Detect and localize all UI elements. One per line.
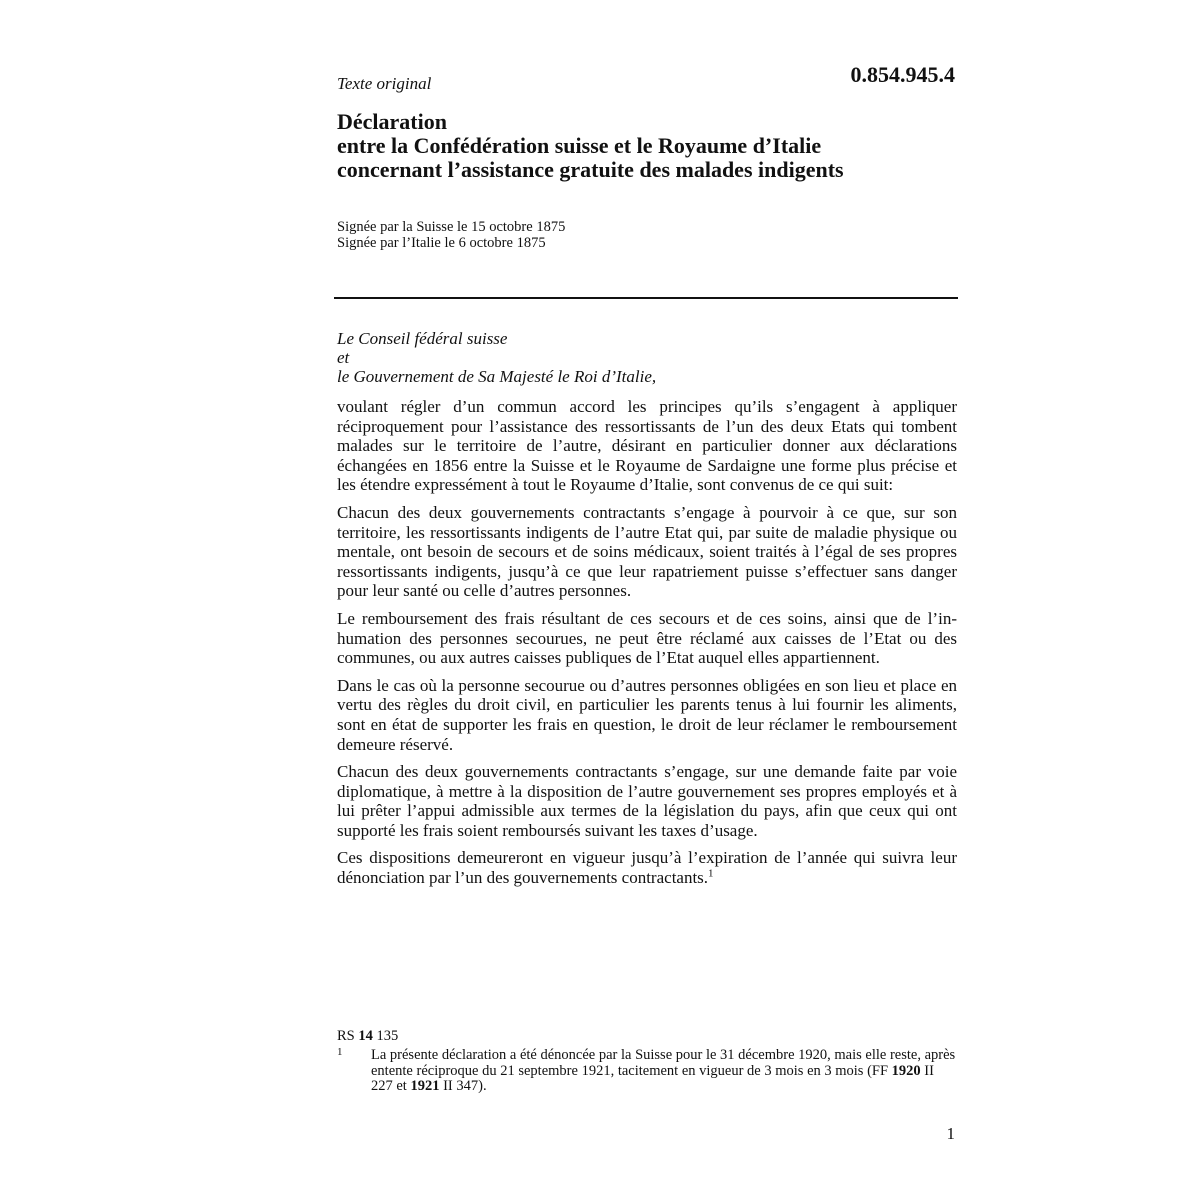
rs-prefix: RS	[337, 1028, 355, 1044]
footnote-reference[interactable]: 1	[708, 867, 714, 880]
header-divider	[334, 297, 958, 299]
signature-italie: Signée par l’Italie le 6 octobre 1875	[337, 235, 546, 251]
preamble	[337, 329, 957, 386]
signature-suisse: Signée par la Suisse le 15 octobre 1875	[337, 219, 566, 235]
footnote-mark: 1	[337, 1046, 343, 1058]
body-paragraph-4: Dans le cas où la personne secourue ou d’autres personnes obligées en son lieu et place en vertu des règles du droit civil, en particulier les parents tenus à lui fournir les aliments, sont en état de supporter les frais en question, le droit de leur réclamer le remboursement demeure réservé.	[337, 675, 957, 754]
rs-volume: 14	[358, 1028, 373, 1044]
preamble-line-1: Le Conseil fédéral suisse	[337, 329, 508, 348]
preamble-line-3: le Gouvernement de Sa Majesté le Roi d’Italie,	[337, 367, 657, 386]
signature-dates	[337, 219, 957, 251]
document-body	[337, 397, 957, 896]
footnote-part-1: La présente déclaration a été dénoncée par la Suisse pour le 31 décembre 1920, mais elle reste, après entente réciproque du 21 septembre 1921, tacitement en vigueur de 3 mois en 3 mois (FF	[371, 1047, 956, 1079]
body-paragraph-1: voulant régler d’un commun accord les principes qu’ils s’engagent à appliquer réciproquement pour l’assistance des ressortissants de l’un des deux Etats qui tombent malades sur le territoire de l’autre, désirant en particulier donner aux déclarations échangées en 1856 entre la Suisse et le Royaume de Sardaigne une forme plus précise et les étendre expressément à tout le Royaume d’Italie, sont convenus de ce qui suit:	[337, 397, 957, 495]
title-line-2: entre la Confédération suisse et le Royaume d’Italie	[337, 133, 822, 158]
footnote-year-1: 1920	[891, 1062, 921, 1079]
title-line-3: concernant l’assistance gratuite des malades indigents	[337, 157, 844, 182]
rs-page: 135	[376, 1028, 399, 1044]
footnote-part-3: II 347).	[443, 1078, 487, 1094]
body-paragraph-6-text: Ces dispositions demeureront en vigueur jusqu’à l’expiration de l’année qui suivra leur dénonciation par l’un des gouvernements contractants.	[337, 848, 957, 888]
footnote-text	[371, 1048, 957, 1095]
document-title	[337, 110, 957, 182]
footnote	[337, 1048, 957, 1095]
sr-number: 0.854.945.4	[850, 62, 955, 87]
preamble-line-2: et	[337, 348, 350, 367]
body-paragraph-6	[337, 848, 957, 887]
footnote-year-2: 1921	[410, 1078, 440, 1094]
rs-reference	[337, 1028, 957, 1045]
footnote-part-2: II 227 et	[371, 1062, 934, 1094]
title-line-1: Déclaration	[337, 109, 447, 134]
page-number: 1	[946, 1124, 955, 1143]
texte-original-label: Texte original	[337, 74, 432, 93]
body-paragraph-5: Chacun des deux gouvernements contractants s’engage, sur une demande faite par voie diplomatique, à mettre à la disposition de l’autre gouvernement ses propres employés et à lui prêter l’appui admissible aux termes de la législation du pays, afin que ceux qui ont supporté les frais soient remboursés suivant les taxes d’usage.	[337, 762, 957, 840]
body-paragraph-3: Le remboursement des frais résultant de ces secours et de ces soins, ainsi que de l’inhumation des personnes secourues, ne peut être réclamé aux caisses de l’Etat ou des communes, ou aux autres caisses publiques de l’Etat auquel elles appartiennent.	[337, 608, 957, 668]
body-paragraph-2: Chacun des deux gouvernements contractants s’engage à pourvoir à ce que, sur son territoire, les ressortissants indigents de l’autre Etat qui, par suite de maladie physique ou mentale, ont besoin de secours et de soins médicaux, soient traités à l’égal de ses propres ressortissants indigents, jusqu’à ce que leur rapatriement puisse s’effectuer sans danger pour leur santé ou celle d’autres personnes.	[337, 502, 957, 601]
